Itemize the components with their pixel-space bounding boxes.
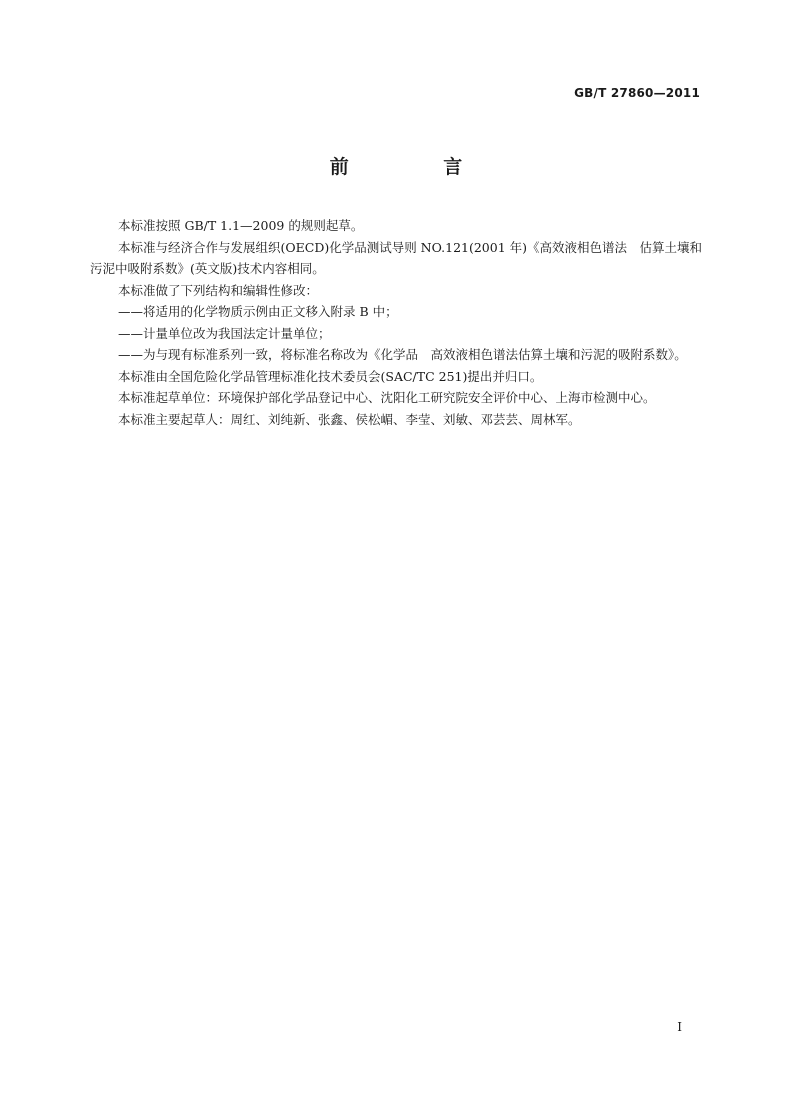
list-item-text: 将适用的化学物质示例由正文移入附录 B 中；: [143, 304, 398, 319]
list-item-text: 计量单位改为我国法定计量单位；: [143, 325, 331, 341]
paragraph-drafting-rules: 本标准按照 GB/T 1.1—2009 的规则起草。: [118, 218, 364, 233]
page-title: 前 言: [329, 156, 507, 178]
paragraph-proposer: 本标准由全国危险化学品管理标准化技术委员会(SAC/TC 251)提出并归口。: [118, 368, 543, 384]
standard-number: GB/T 27860—2011: [574, 86, 700, 100]
dash-marker: ——: [118, 325, 143, 341]
list-item: [90, 301, 702, 323]
list-item: [90, 344, 702, 366]
paragraph-equivalence: 本标准与经济合作与发展组织(OECD)化学品测试导则 NO.121(2001 年)《高效液相色谱法 估算土壤和污泥中吸附系数》(英文版)技术内容相同。: [90, 239, 703, 276]
page-number: I: [677, 1020, 682, 1034]
paragraph-drafting-units: 本标准起草单位：环境保护部化学品登记中心、沈阳化工研究院安全评价中心、上海市检测中心。: [118, 390, 656, 405]
paragraph-modifications-intro: 本标准做了下列结构和编辑性修改：: [118, 282, 319, 298]
foreword-body: [90, 215, 702, 430]
dash-marker: ——: [118, 347, 143, 362]
list-item: [90, 323, 702, 345]
dash-marker: ——: [118, 304, 143, 319]
list-item-text: 为与现有标准系列一致，将标准名称改为《化学品 高效液相色谱法估算土壤和污泥的吸附系数》。: [143, 347, 687, 362]
paragraph-drafters: 本标准主要起草人：周红、刘纯新、张鑫、侯松嵋、李莹、刘敏、邓芸芸、周林军。: [118, 411, 581, 427]
